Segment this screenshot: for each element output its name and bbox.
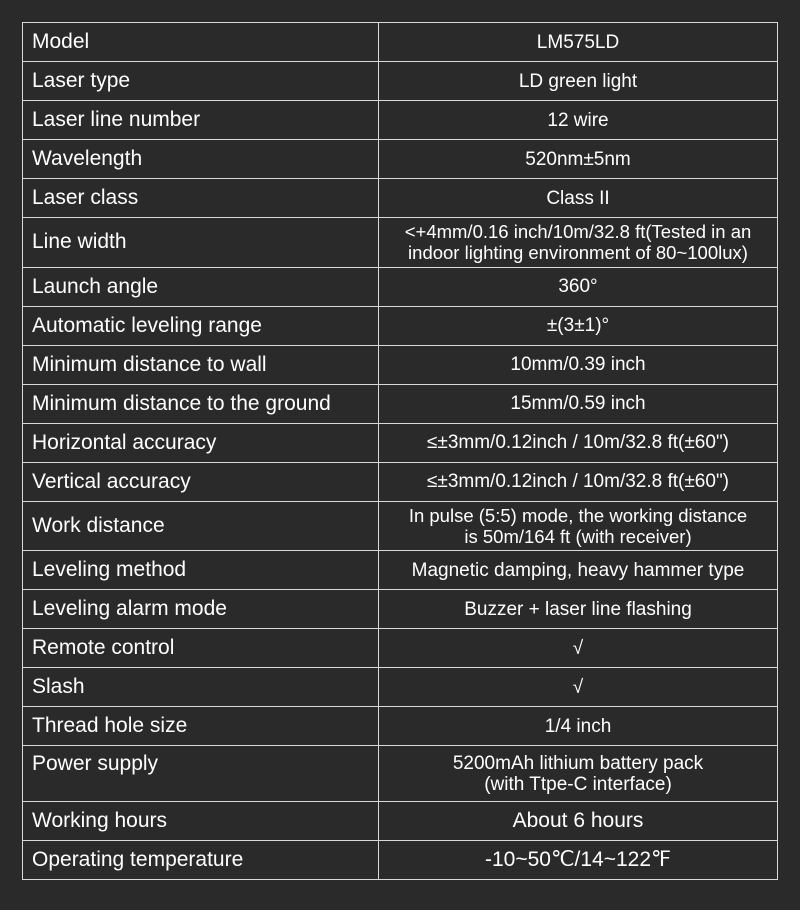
- spec-label: Slash: [23, 668, 379, 707]
- spec-value: Class II: [379, 179, 778, 218]
- spec-label: Laser type: [23, 62, 379, 101]
- spec-label: Laser class: [23, 179, 379, 218]
- spec-value: LM575LD: [379, 23, 778, 62]
- spec-label: Line width: [23, 218, 379, 267]
- table-row: [23, 668, 778, 707]
- spec-label: Operating temperature: [23, 840, 379, 879]
- table-row: [23, 746, 778, 801]
- spec-value: 10mm/0.39 inch: [379, 345, 778, 384]
- table-row: [23, 140, 778, 179]
- spec-label: Work distance: [23, 501, 379, 550]
- spec-label: Launch angle: [23, 267, 379, 306]
- spec-value: About 6 hours: [379, 801, 778, 840]
- table-row: [23, 62, 778, 101]
- table-row: [23, 707, 778, 746]
- table-row: [23, 629, 778, 668]
- table-row: [23, 801, 778, 840]
- spec-value: Buzzer + laser line flashing: [379, 590, 778, 629]
- spec-value-line: (with Ttpe-C interface): [484, 773, 672, 795]
- table-row: [23, 462, 778, 501]
- spec-value: Magnetic damping, heavy hammer type: [379, 551, 778, 590]
- spec-value: ≤±3mm/0.12inch / 10m/32.8 ft(±60"): [379, 423, 778, 462]
- spec-label: Vertical accuracy: [23, 462, 379, 501]
- spec-value: [379, 746, 778, 801]
- spec-label: Thread hole size: [23, 707, 379, 746]
- spec-value-line: is 50m/164 ft (with receiver): [464, 526, 692, 548]
- table-row: [23, 345, 778, 384]
- spec-label: Minimum distance to the ground: [23, 384, 379, 423]
- check-mark: √: [379, 629, 778, 668]
- spec-label: Power supply: [23, 746, 379, 801]
- check-mark: √: [379, 668, 778, 707]
- spec-value: 360°: [379, 267, 778, 306]
- table-row: [23, 179, 778, 218]
- spec-label: Working hours: [23, 801, 379, 840]
- spec-label: Laser line number: [23, 101, 379, 140]
- spec-value: [379, 218, 778, 267]
- table-row: [23, 551, 778, 590]
- spec-value: [379, 501, 778, 550]
- spec-label: Automatic leveling range: [23, 306, 379, 345]
- spec-label: Minimum distance to wall: [23, 345, 379, 384]
- spec-value: 1/4 inch: [379, 707, 778, 746]
- spec-label: Leveling alarm mode: [23, 590, 379, 629]
- spec-label: Horizontal accuracy: [23, 423, 379, 462]
- spec-value-line: <+4mm/0.16 inch/10m/32.8 ft(Tested in an: [404, 221, 752, 243]
- spec-label: Wavelength: [23, 140, 379, 179]
- table-row: [23, 840, 778, 879]
- table-row: [23, 101, 778, 140]
- spec-value: 12 wire: [379, 101, 778, 140]
- spec-label: Remote control: [23, 629, 379, 668]
- spec-label: Model: [23, 23, 379, 62]
- table-row: [23, 306, 778, 345]
- spec-value: ≤±3mm/0.12inch / 10m/32.8 ft(±60"): [379, 462, 778, 501]
- table-row: [23, 423, 778, 462]
- spec-value: -10~50℃/14~122℉: [379, 840, 778, 879]
- table-row: [23, 267, 778, 306]
- table-row: [23, 218, 778, 267]
- spec-value-line: 5200mAh lithium battery pack: [452, 752, 704, 774]
- spec-value-line: In pulse (5:5) mode, the working distance: [408, 505, 748, 527]
- spec-value: 15mm/0.59 inch: [379, 384, 778, 423]
- spec-table: [22, 22, 778, 880]
- table-row: [23, 23, 778, 62]
- table-row: [23, 384, 778, 423]
- spec-value-line: indoor lighting environment of 80~100lux): [408, 242, 748, 264]
- spec-value: LD green light: [379, 62, 778, 101]
- spec-value: ±(3±1)°: [379, 306, 778, 345]
- table-row: [23, 501, 778, 550]
- table-row: [23, 590, 778, 629]
- spec-value: 520nm±5nm: [379, 140, 778, 179]
- spec-label: Leveling method: [23, 551, 379, 590]
